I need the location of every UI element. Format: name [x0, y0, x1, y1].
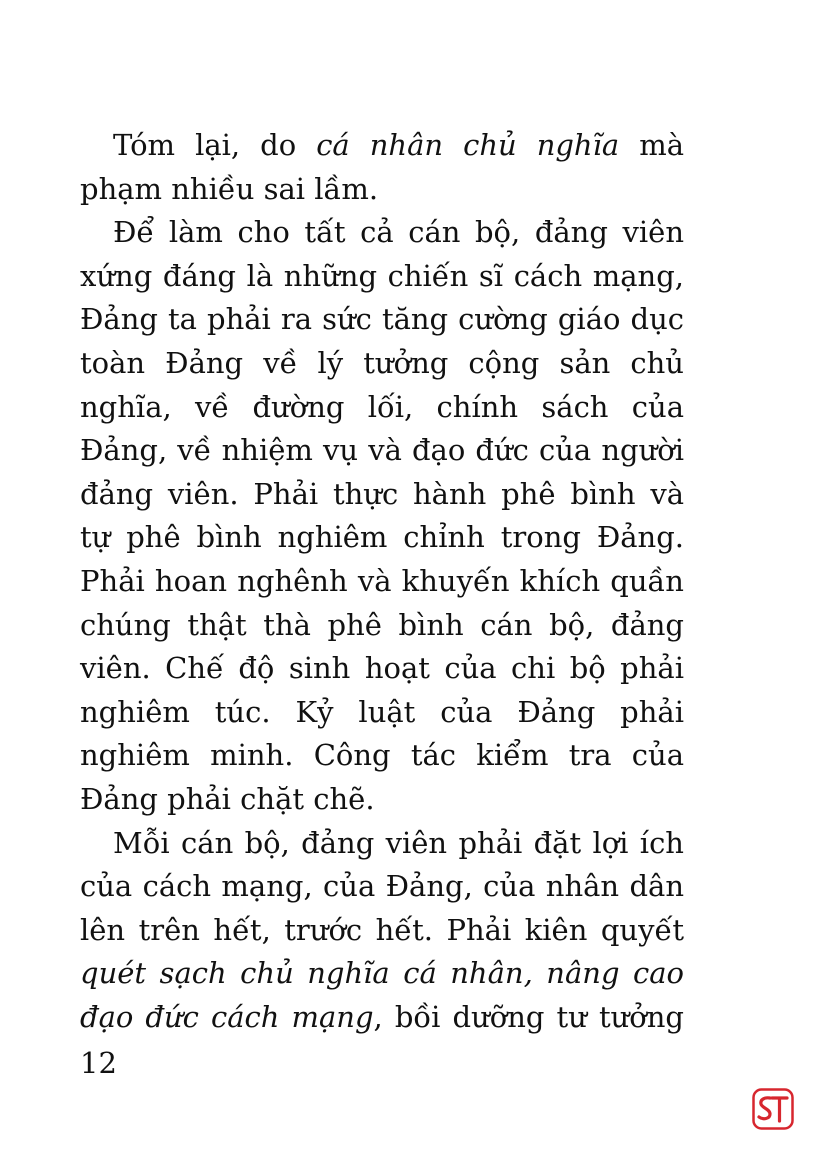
paragraph-2-text: Để làm cho tất cả cán bộ, đảng viên xứng đáng là những chiến sĩ cách mạng, Đảng ta phải ra sức tăng cường giáo dục toàn Đảng về lý tưởng cộng sản chủ nghĩa, về đường lối, chính sách của Đảng, về nhiệm vụ và đạo đức của người đảng viên. Phải thực hành phê bình và tự phê bình nghiêm chỉnh trong Đảng. Phải hoan nghênh và khuyến khích quần chúng thật thà phê bình cán bộ, đảng viên. Chế độ sinh hoạt của chi bộ phải nghiêm túc. Kỷ luật của Đảng phải nghiêm minh. Công tác kiểm tra của Đảng phải chặt chẽ.	[80, 215, 684, 816]
paragraph-3	[80, 822, 684, 1040]
paragraph-1-italic-phrase: cá nhân chủ nghĩa	[316, 128, 620, 162]
paragraph-1-text-2: mà phạm nhiều sai lầm.	[80, 128, 684, 206]
paragraph-3-text-1: Mỗi cán bộ, đảng viên phải đặt lợi ích của cách mạng, của Đảng, của nhân dân lên trên hết, trước hết. Phải kiên quyết	[80, 825, 684, 947]
st-publisher-logo-icon	[752, 1088, 794, 1130]
page-number: 12	[80, 1046, 117, 1080]
paragraph-3-italic-phrase: quét sạch chủ nghĩa cá nhân, nâng cao đạo đức cách mạng	[80, 956, 684, 1034]
paragraph-2	[80, 211, 684, 821]
paragraph-1	[80, 124, 684, 211]
page-body-text	[80, 124, 684, 1039]
paragraph-3-text-2: , bồi dưỡng tư tưởng	[373, 999, 684, 1034]
paragraph-1-text-1: Tóm lại, do	[113, 128, 317, 162]
